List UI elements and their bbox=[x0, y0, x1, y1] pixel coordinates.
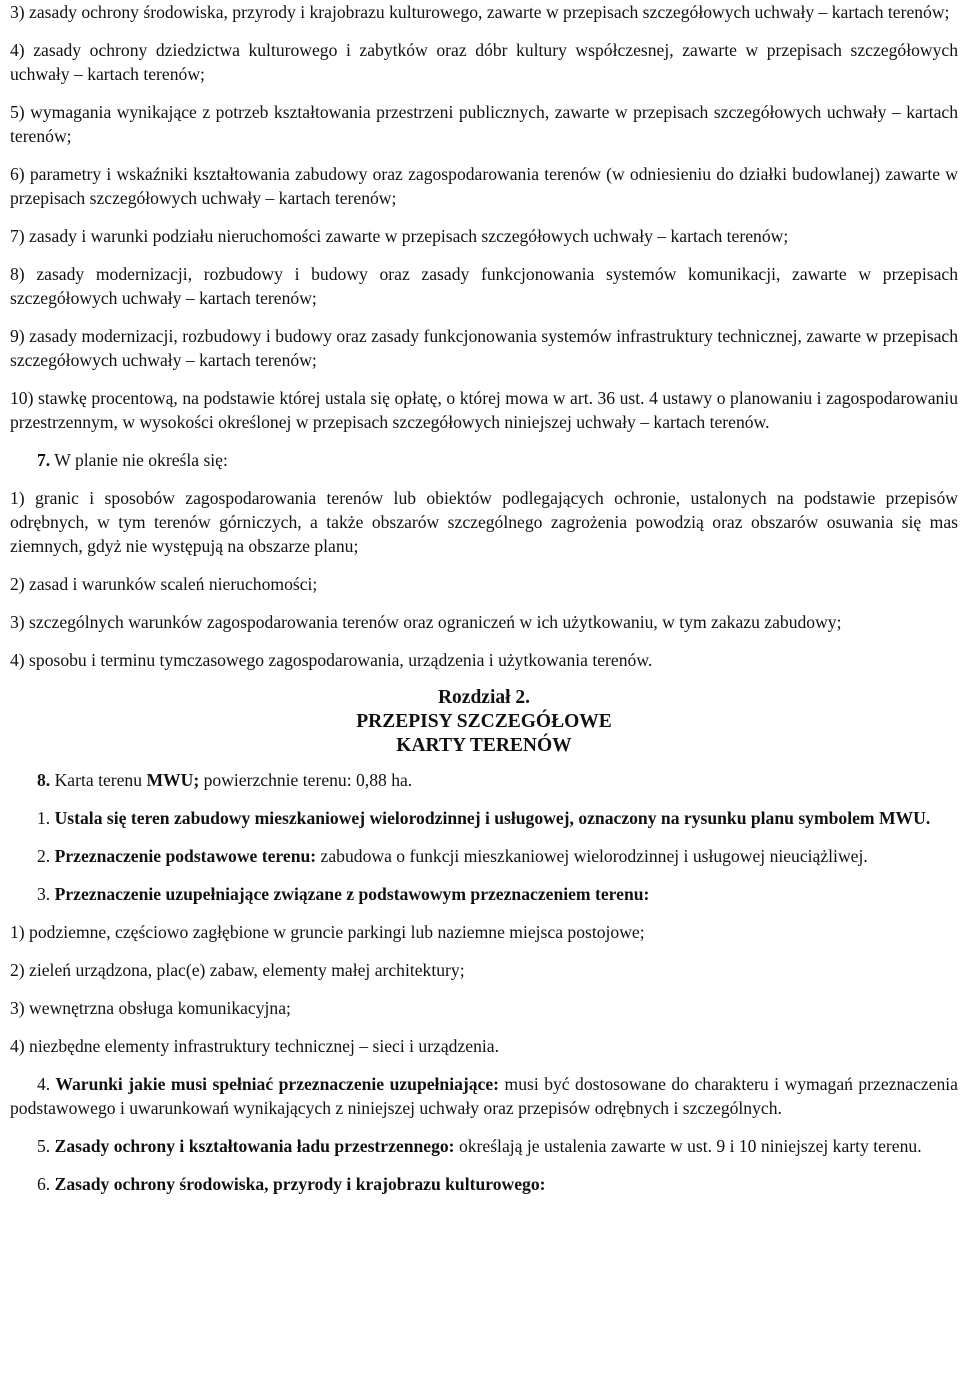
section-text: Karta terenu bbox=[50, 770, 147, 790]
list-item: 3) zasady ochrony środowiska, przyrody i krajobrazu kulturowego, zawarte w przepisach szczegółowych uchwały – kartach terenów; bbox=[10, 2, 950, 22]
list-item: 2) zieleń urządzona, plac(e) zabaw, elementy małej architektury; bbox=[10, 960, 465, 980]
paragraph-text: musi być dostosowane do charakteru i wymagań przeznaczenia podstawowego i uwarunkowań wynikających z niniejszej uchwały oraz przepisów odrębnych i szczególnych. bbox=[10, 1074, 958, 1118]
paragraph-bold: Przeznaczenie uzupełniające związane z podstawowym przeznaczeniem terenu: bbox=[50, 884, 650, 904]
list-item: 5) wymagania wynikające z potrzeb kształtowania przestrzeni publicznych, zawarte w przepisach szczegółowych uchwały – kartach terenów; bbox=[10, 102, 958, 146]
list-item: 1) granic i sposobów zagospodarowania terenów lub obiektów podlegających ochronie, ustalonych na podstawie przepisów odrębnych, w tym terenów górniczych, a także obszarów szczególnego zagrożenia powodzią oraz obszarów osuwania się mas ziemnych, gdyż nie występują na obszarze planu; bbox=[10, 488, 958, 556]
paragraph-5 bbox=[10, 1134, 958, 1158]
section-7-heading bbox=[10, 448, 958, 472]
paragraph-4 bbox=[10, 1072, 958, 1120]
list-item: 3) szczególnych warunków zagospodarowania terenów oraz ograniczeń w ich użytkowaniu, w tym zakazu zabudowy; bbox=[10, 612, 842, 632]
paragraph-bold: Warunki jakie musi spełniać przeznaczenie uzupełniające: bbox=[50, 1074, 500, 1094]
paragraph-number: 2. bbox=[37, 846, 51, 866]
list-part2 bbox=[10, 486, 958, 672]
chapter-title: PRZEPISY SZCZEGÓŁOWE bbox=[356, 711, 612, 732]
list-item: 4) sposobu i terminu tymczasowego zagospodarowania, urządzenia i użytkowania terenów. bbox=[10, 650, 653, 670]
paragraph-3 bbox=[10, 882, 958, 906]
paragraph-1 bbox=[10, 806, 958, 830]
section-text: powierzchnie terenu: 0,88 ha. bbox=[199, 770, 413, 790]
list-item: 2) zasad i warunków scaleń nieruchomości; bbox=[10, 574, 318, 594]
terrain-symbol: MWU; bbox=[146, 770, 200, 790]
chapter-subtitle: KARTY TERENÓW bbox=[396, 735, 572, 756]
paragraph-6 bbox=[10, 1172, 958, 1196]
chapter-number: Rozdział 2. bbox=[437, 687, 531, 708]
document-page bbox=[10, 0, 958, 1210]
list-item: 1) podziemne, częściowo zagłębione w gruncie parkingi lub naziemne miejsca postojowe; bbox=[10, 922, 645, 942]
paragraph-2 bbox=[10, 844, 958, 868]
list-part3 bbox=[10, 920, 958, 1058]
list-item: 6) parametry i wskaźniki kształtowania zabudowy oraz zagospodarowania terenów (w odniesieniu do działki budowlanej) zawarte w przepisach szczegółowych uchwały – kartach terenów; bbox=[10, 164, 958, 208]
paragraph-bold: Przeznaczenie podstawowe terenu: bbox=[50, 846, 317, 866]
list-item: 4) niezbędne elementy infrastruktury technicznej – sieci i urządzenia. bbox=[10, 1036, 499, 1056]
paragraph-bold: Zasady ochrony i kształtowania ładu przestrzennego: bbox=[50, 1136, 455, 1156]
list-item: 9) zasady modernizacji, rozbudowy i budowy oraz zasady funkcjonowania systemów infrastruktury technicznej, zawarte w przepisach szczegółowych uchwały – kartach terenów; bbox=[10, 326, 958, 370]
list-item: 8) zasady modernizacji, rozbudowy i budowy oraz zasady funkcjonowania systemów komunikacji, zawarte w przepisach szczegółowych uchwały – kartach terenów; bbox=[10, 264, 958, 308]
paragraph-text: określają je ustalenia zawarte w ust. 9 i 10 niniejszej karty terenu. bbox=[454, 1136, 922, 1156]
paragraph-number: 1. bbox=[37, 808, 51, 828]
paragraph-bold: Zasady ochrony środowiska, przyrody i krajobrazu kulturowego: bbox=[50, 1174, 546, 1194]
list-item: 7) zasady i warunki podziału nieruchomości zawarte w przepisach szczegółowych uchwały – kartach terenów; bbox=[10, 226, 789, 246]
list-item: 3) wewnętrzna obsługa komunikacyjna; bbox=[10, 998, 291, 1018]
paragraph-number: 4. bbox=[37, 1074, 51, 1094]
paragraph-number: 5. bbox=[37, 1136, 51, 1156]
paragraph-text: zabudowa o funkcji mieszkaniowej wielorodzinnej i usługowej nieuciążliwej. bbox=[316, 846, 868, 866]
paragraph-number: 3. bbox=[37, 884, 51, 904]
list-item: 10) stawkę procentową, na podstawie której ustala się opłatę, o której mowa w art. 36 ust. 4 ustawy o planowaniu i zagospodarowaniu przestrzennym, w wysokości określonej w przepisach szczegółowych niniejszej uchwały – kartach terenów. bbox=[10, 388, 958, 432]
section-text: W planie nie określa się: bbox=[50, 450, 228, 470]
paragraph-number: 6. bbox=[37, 1174, 51, 1194]
section-number: 7. bbox=[37, 450, 51, 470]
list-part1 bbox=[10, 0, 958, 434]
list-item: 4) zasady ochrony dziedzictwa kulturowego i zabytków oraz dóbr kultury współczesnej, zawarte w przepisach szczegółowych uchwały – kartach terenów; bbox=[10, 40, 958, 84]
section-8-heading bbox=[10, 768, 958, 792]
paragraph-bold: Ustala się teren zabudowy mieszkaniowej wielorodzinnej i usługowej, oznaczony na rysunku planu symbolem MWU. bbox=[50, 808, 931, 828]
section-number: 8. bbox=[37, 770, 51, 790]
